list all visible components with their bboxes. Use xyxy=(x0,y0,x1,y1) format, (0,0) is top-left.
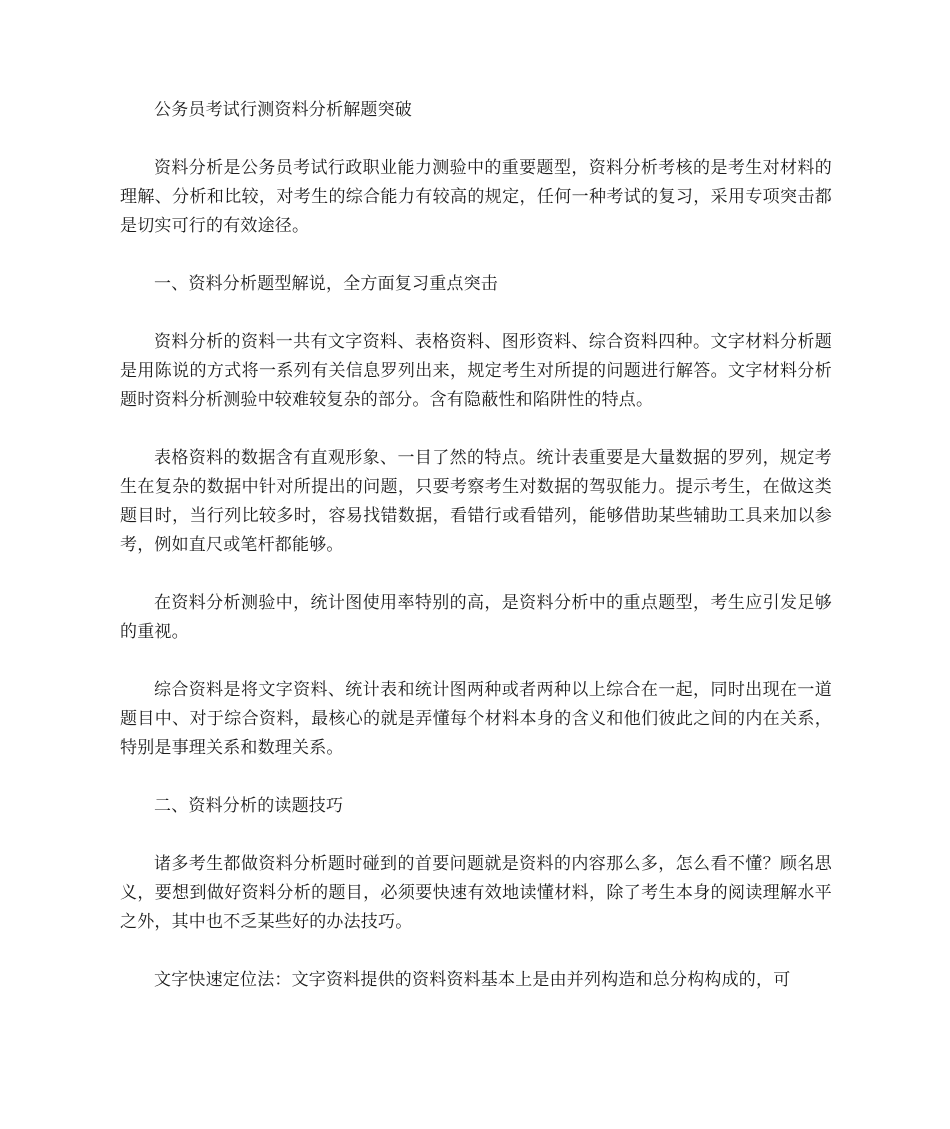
document-page xyxy=(120,96,832,1024)
section-1-paragraph: 资料分析的资料一共有文字资料、表格资料、图形资料、综合资料四种。文字材料分析题是用陈说的方式将一系列有关信息罗列出来，规定考生对所提的问题进行解答。文字材料分析题时资料分析测验中较难较复杂的部分。含有隐蔽性和陷阱性的特点。 xyxy=(120,332,832,410)
section-2-heading: 二、资料分析的读题技巧 xyxy=(154,796,344,816)
section-1-paragraph: 综合资料是将文字资料、统计表和统计图两种或者两种以上综合在一起，同时出现在一道题目中、对于综合资料，最核心的就是弄懂每个材料本身的含义和他们彼此之间的内在关系，特别是事理关系和数理关系。 xyxy=(120,680,832,758)
intro-paragraph: 资料分析是公务员考试行政职业能力测验中的重要题型，资料分析考核的是考生对材料的理解、分析和比较，对考生的综合能力有较高的规定，任何一种考试的复习，采用专项突击都是切实可行的有效途径。 xyxy=(120,158,832,236)
document-title: 公务员考试行测资料分析解题突破 xyxy=(154,100,412,120)
section-2-paragraph: 诸多考生都做资料分析题时碰到的首要问题就是资料的内容那么多，怎么看不懂？顾名思义，要想到做好资料分析的题目，必须要快速有效地读懂材料，除了考生本身的阅读理解水平之外，其中也不乏某些好的办法技巧。 xyxy=(120,854,832,932)
section-1-heading: 一、资料分析题型解说，全方面复习重点突击 xyxy=(154,274,498,294)
section-1-paragraph: 表格资料的数据含有直观形象、一目了然的特点。统计表重要是大量数据的罗列，规定考生在复杂的数据中针对所提出的问题，只要考察考生对数据的驾驭能力。提示考生，在做这类题目时，当行列比较多时，容易找错数据，看错行或看错列，能够借助某些辅助工具来加以参考，例如直尺或笔杆都能够。 xyxy=(120,448,832,555)
section-2-paragraph: 文字快速定位法：文字资料提供的资料资料基本上是由并列构造和总分构构成的，可 xyxy=(154,970,791,990)
section-1-paragraph: 在资料分析测验中，统计图使用率特别的高，是资料分析中的重点题型，考生应引发足够的重视。 xyxy=(120,593,832,642)
